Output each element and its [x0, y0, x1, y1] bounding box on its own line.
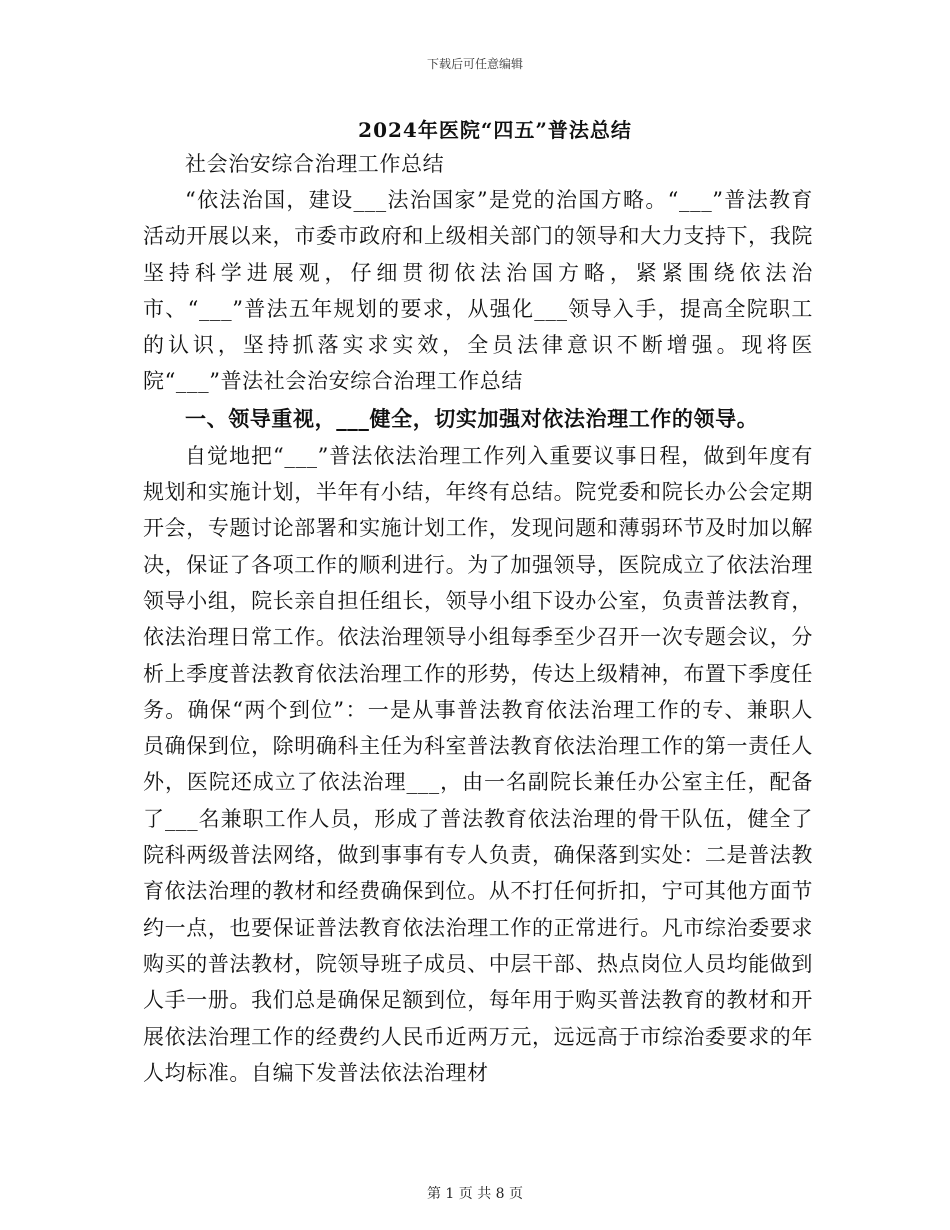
intro-paragraph: “依法治国，建设___法治国家”是党的治国方略。“___”普法教育活动开展以来，市委市政府和上级相关部门的领导和大力支持下，我院坚持科学进展观，仔细贯彻依法治国方略，紧紧围绕依法治市、“___”普法五年规划的要求，从强化___领导入手，提高全院职工的认识，坚持抓落实求实效，全员法律意识不断增强。现将医院“___”普法社会治安综合治理工作总结	[143, 188, 813, 394]
document-body	[143, 146, 813, 1091]
page-footer: 第 1 页 共 8 页	[426, 1186, 524, 1202]
section-paragraph: 自觉地把“___”普法依法治理工作列入重要议事日程，做到年度有规划和实施计划，半年有小结，年终有总结。院党委和院长办公会定期开会，专题讨论部署和实施计划工作，发现问题和薄弱环节及时加以解决，保证了各项工作的顺利进行。为了加强领导，医院成立了依法治理领导小组，院长亲自担任组长，领导小组下设办公室，负责普法教育，依法治理日常工作。依法治理领导小组每季至少召开一次专题会议，分析上季度普法教育依法治理工作的形势，传达上级精神，布置下季度任务。确保“两个到位”：一是从事普法教育依法治理工作的专、兼职人员确保到位，除明确科主任为科室普法教育依法治理工作的第一责任人外，医院还成立了依法治理___，由一名副院长兼任办公室主任，配备了___名兼职工作人员，形成了普法教育依法治理的骨干队伍，健全了院科两级普法网络，做到事事有专人负责，确保落到实处：二是普法教育依法治理的教材和经费确保到位。从不打任何折扣，宁可其他方面节约一点，也要保证普法教育依法治理工作的正常进行。凡市综治委要求购买的普法教材，院领导班子成员、中层干部、热点岗位人员均能做到人手一册。我们总是确保足额到位，每年用于购买普法教育的教材和开展依法治理工作的经费约人民币近两万元，远远高于市综治委要求的年人均标准。自编下发普法依法治理材	[143, 443, 813, 1085]
document-title: 2024年医院“四五”普法总结	[358, 118, 632, 142]
section-heading: 一、领导重视，___健全，切实加强对依法治理工作的领导。	[185, 405, 759, 431]
header-note: 下载后可任意编辑	[426, 57, 523, 71]
document-subtitle: 社会治安综合治理工作总结	[185, 152, 445, 176]
